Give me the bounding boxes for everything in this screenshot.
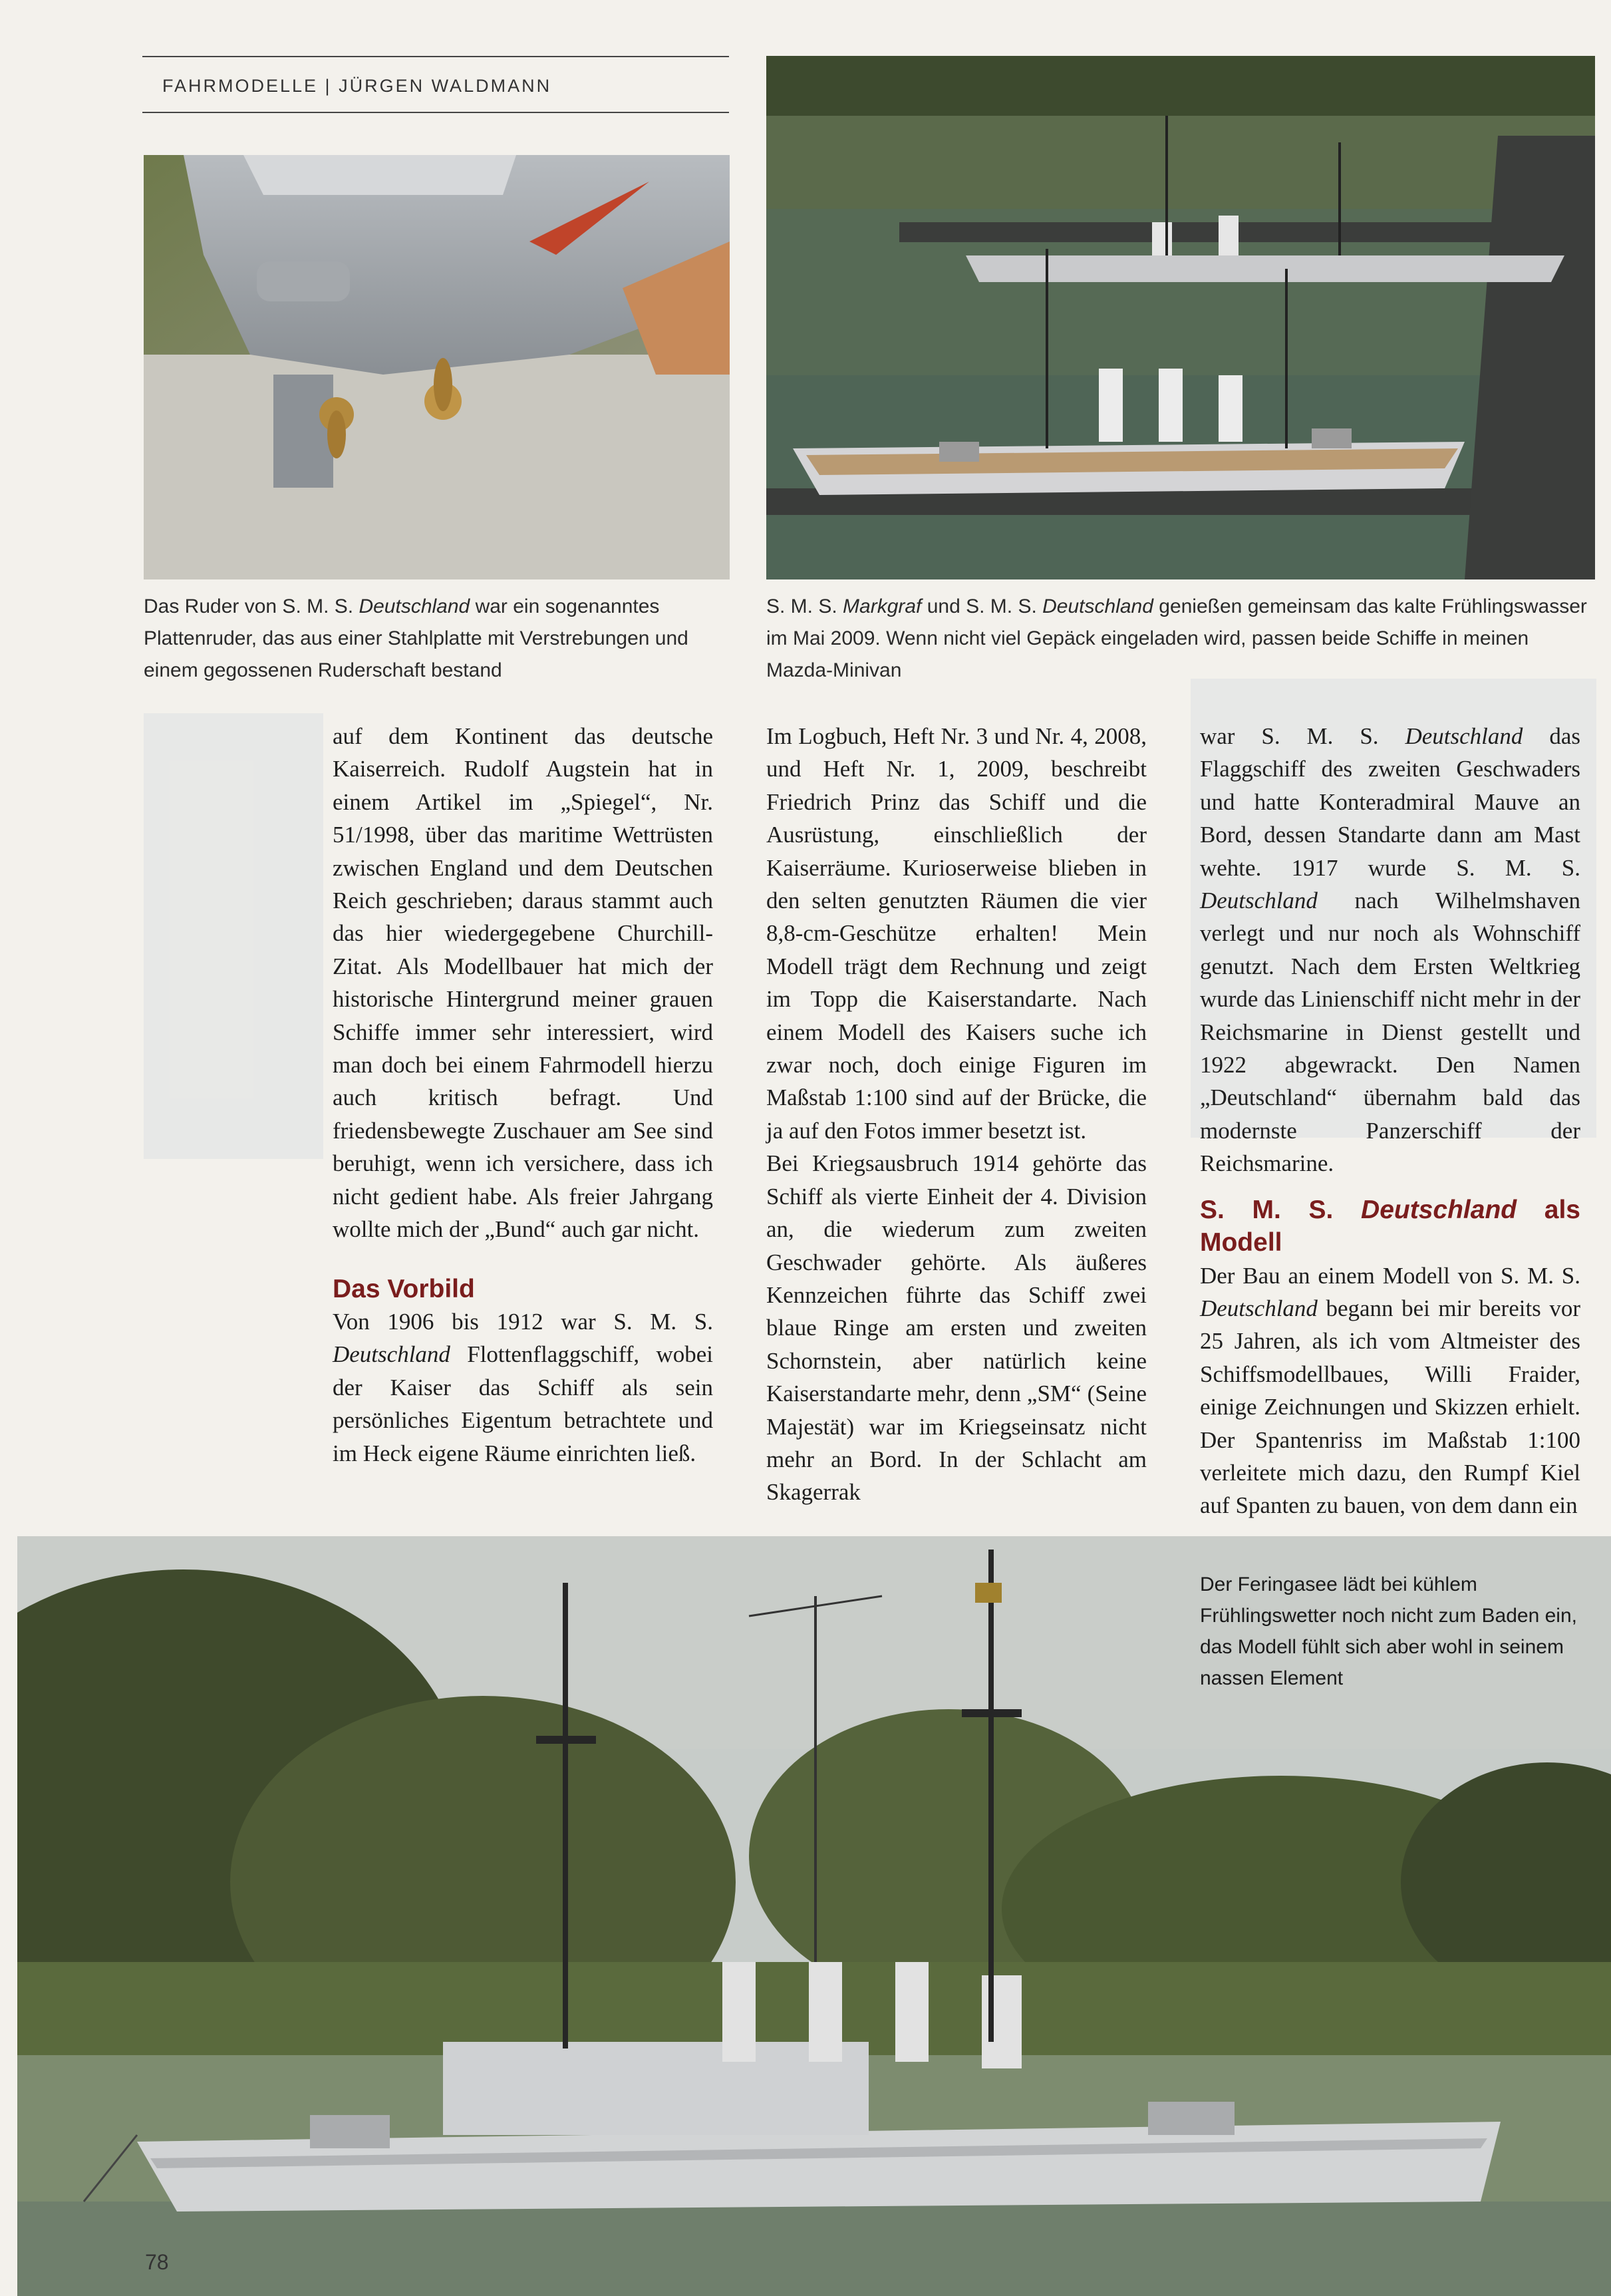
caption-ship-name: Markgraf	[843, 595, 922, 617]
caption-text: genießen gemeinsam das kalte Frühlingswasser im Mai 2009. Wenn nicht viel Gepäck eingeladen wird, passen beide Schiffe in meinen Mazda-Minivan	[766, 595, 1587, 681]
page-number: 78	[145, 2250, 169, 2274]
paragraph-text: begann bei mir bereits vor 25 Jahren, als ich vom Altmeister des Schiffsmodellbaues, Willi Fraider, einige Zeichnungen und Skizzen erhielt. Der Spantenriss im Maßstab 1:100 verleitete mich dazu, den Rumpf Kiel auf Spanten zu bauen, von dem dann ein	[1200, 1295, 1580, 1519]
paragraph: Bei Kriegsausbruch 1914 gehörte das Schiff als vierte Einheit der 4. Division an, die wiederum zum zweiten Geschwader gehörte. Als äußeres Kennzeichen führte das Schiff zwei blaue Ringe am ersten und zweiten Schornstein, aber natürlich keine Kaiserstandarte mehr, denn „SM“ (Seine Majestät) war im Kriegseinsatz nicht mehr an Bord. In der Schlacht am Skagerrak	[766, 1150, 1147, 1506]
rudder-photo	[144, 155, 730, 579]
paragraph: auf dem Kontinent das deutsche Kaiserreich. Rudolf Augstein hat in einem Artikel im „Spiegel“, Nr. 51/1998, über das maritime Wettrüsten zwischen England und dem Deutschen Reich geschrieben; daraus stammt auch das hier wiedergegebene Churchill-Zitat. Als Modellbauer hat mich der historische Hintergrund meiner grauen Schiffe immer sehr interessiert, wird man doch bei einem Fahrmodell hierzu auch kritisch befragt. Und friedensbewegte Zuschauer am See sind beruhigt, wenn ich versichere, dass ich nicht gedient habe. Als freier Jahrgang wollte mich der „Bund“ auch gar nicht.	[333, 723, 713, 1243]
caption-text: und S. M. S.	[921, 595, 1043, 617]
heading-text: S. M. S.	[1200, 1195, 1362, 1224]
lake-caption	[766, 591, 1598, 687]
paragraph: Im Logbuch, Heft Nr. 3 und Nr. 4, 2008, und Heft Nr. 1, 2009, beschreibt Friedrich Prinz das Schiff und die Ausrüstung, einschließlich der Kaiserräume. Kurioserweise blieben in den selten genutzten Räumen die vier 8,8-cm-Geschütze erhalten! Mein Modell trägt dem Rechnung und zeigt im Topp die Kaiserstandarte. Nach einem Modell des Kaisers suche ich zwar noch, doch einige Figuren im Maßstab 1:100 sind auf der Brücke, die ja auf den Fotos immer besetzt ist.	[766, 723, 1147, 1144]
text-column-1	[333, 720, 713, 1470]
paragraph	[1200, 1259, 1580, 1522]
paragraph-text: Flottenflaggschiff, wobei der Kaiser das Schiff als sein persönliches Eigentum betrachtete und im Heck eigene Räume einrichten ließ.	[333, 1341, 713, 1466]
caption-text: war ein sogenanntes Plattenruder, das aus einer Stahlplatte mit Verstrebungen und einem gegossenen Ruderschaft bestand	[144, 595, 688, 681]
two-ships-lake-photo	[766, 56, 1595, 579]
ship-name: Deutschland	[1405, 723, 1523, 749]
paragraph-text: nach Wilhelmshaven verlegt und nur noch als Wohnschiff genutzt. Nach dem Ersten Weltkrieg wurde das Linienschiff nicht mehr in der Reichsmarine in Dienst gestellt und 1922 abgewrackt. Den Namen „Deutschland“ übernahm bald das modernste Panzerschiff der Reichsmarine.	[1200, 888, 1580, 1177]
paragraph-text: das Flaggschiff des zweiten Geschwaders und hatte Konteradmiral Mauve an Bord, dessen Standarte dann am Mast wehte. 1917 wurde S. M. S.	[1200, 723, 1580, 881]
caption-text: Das Ruder von S. M. S.	[144, 595, 359, 617]
caption-text: S. M. S.	[766, 595, 843, 617]
paragraph	[1200, 720, 1580, 1180]
text-column-3	[1200, 720, 1580, 1522]
heading-ship-name: Deutschland	[1361, 1195, 1517, 1224]
caption-ship-name: Deutschland	[1042, 595, 1153, 617]
rudder-caption	[144, 591, 736, 687]
ship-name: Deutschland	[333, 1341, 450, 1368]
paragraph	[333, 1305, 713, 1470]
ship-name: Deutschland	[1200, 1295, 1318, 1321]
heading-als-modell	[1200, 1194, 1580, 1259]
section-header	[142, 56, 729, 113]
ship-caption: Der Feringasee lädt bei kühlem Frühlingswetter noch nicht zum Baden ein, das Modell fühlt sich aber wohl in seinem nassen Element	[1200, 1573, 1577, 1689]
heading-das-vorbild: Das Vorbild	[333, 1274, 475, 1303]
paragraph-text: Der Bau an einem Modell von S. M. S.	[1200, 1262, 1580, 1289]
section-header-text: FAHRMODELLE | JÜRGEN WALDMANN	[162, 76, 552, 96]
paragraph-text: war S. M. S.	[1200, 723, 1405, 749]
text-column-2	[766, 720, 1147, 1509]
ship-name: Deutschland	[1200, 888, 1318, 914]
caption-ship-name: Deutschland	[359, 595, 470, 617]
heading-text: als Modell	[1200, 1195, 1580, 1257]
show-through-left	[144, 713, 323, 1159]
paragraph-text: Von 1906 bis 1912 war S. M. S.	[333, 1308, 713, 1335]
